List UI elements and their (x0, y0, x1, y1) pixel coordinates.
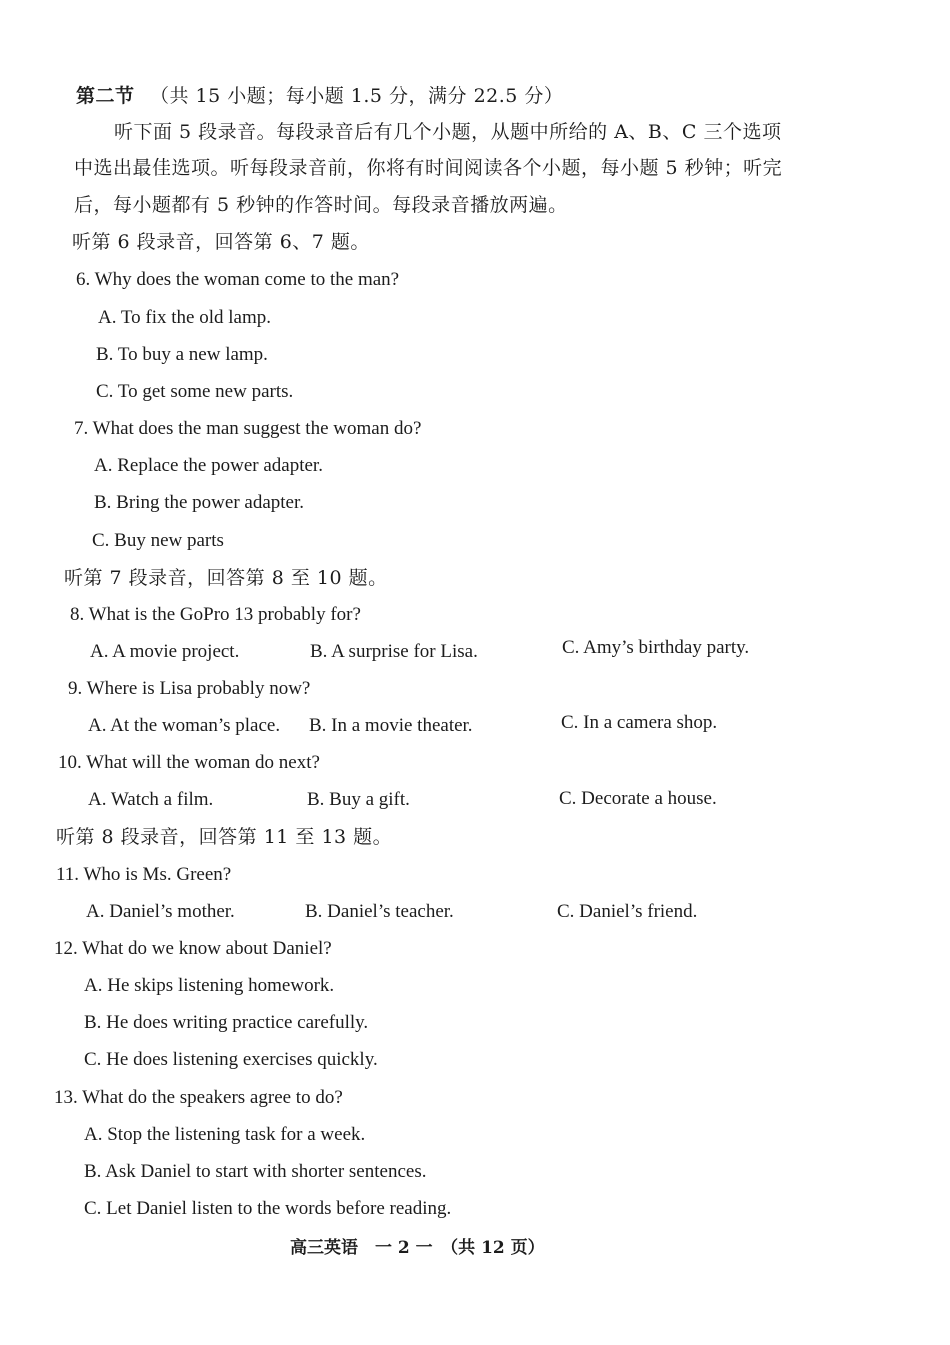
question-7-stem: 7. What does the man suggest the woman do? (74, 418, 422, 439)
question-9-stem: 9. Where is Lisa probably now? (68, 678, 311, 699)
question-7-option-c[interactable]: C. Buy new parts (92, 530, 224, 551)
question-12-option-a[interactable]: A. He skips listening homework. (84, 975, 335, 996)
question-12-option-c[interactable]: C. He does listening exercises quickly. (84, 1049, 378, 1070)
question-11-option-c[interactable]: C. Daniel’s friend. (557, 901, 698, 922)
group-heading-6: 听第 6 段录音，回答第 6、7 题。 (72, 231, 370, 253)
question-9-option-b[interactable]: B. In a movie theater. (309, 715, 473, 736)
question-12-stem: 12. What do we know about Daniel? (54, 938, 332, 959)
question-13-option-c[interactable]: C. Let Daniel listen to the words before reading. (84, 1198, 452, 1219)
question-11-option-a[interactable]: A. Daniel’s mother. (86, 901, 235, 922)
question-13-stem: 13. What do the speakers agree to do? (54, 1087, 343, 1108)
question-12-option-b[interactable]: B. He does writing practice carefully. (84, 1012, 369, 1033)
group-heading-8: 听第 8 段录音，回答第 11 至 13 题。 (56, 826, 393, 848)
question-10-stem: 10. What will the woman do next? (58, 752, 320, 773)
page-footer: 高三英语 一 2 一 （共 12 页） (290, 1238, 545, 1258)
instruction-line-2: 中选出最佳选项。听每段录音前，你将有时间阅读各个小题，每小题 5 秒钟；听完 (74, 157, 783, 179)
question-13-option-a[interactable]: A. Stop the listening task for a week. (84, 1124, 366, 1145)
section-title: 第二节 (76, 85, 135, 107)
question-10-option-b[interactable]: B. Buy a gift. (307, 789, 410, 810)
question-8-option-a[interactable]: A. A movie project. (90, 641, 240, 662)
question-9-option-c[interactable]: C. In a camera shop. (561, 712, 718, 733)
question-8-stem: 8. What is the GoPro 13 probably for? (70, 604, 361, 625)
question-8-option-c[interactable]: C. Amy’s birthday party. (562, 637, 750, 658)
question-10-option-c[interactable]: C. Decorate a house. (559, 788, 717, 809)
question-9-option-a[interactable]: A. At the woman’s place. (88, 715, 281, 736)
question-10-option-a[interactable]: A. Watch a film. (88, 789, 214, 810)
instruction-line-3: 后，每小题都有 5 秒钟的作答时间。每段录音播放两遍。 (74, 194, 568, 216)
question-6-option-b[interactable]: B. To buy a new lamp. (96, 344, 268, 365)
instruction-line-1: 听下面 5 段录音。每段录音后有几个小题，从题中所给的 A、B、C 三个选项 (114, 121, 782, 143)
section-score-note: （共 15 小题；每小题 1.5 分，满分 22.5 分） (150, 85, 564, 107)
question-7-option-b[interactable]: B. Bring the power adapter. (94, 492, 305, 513)
question-11-option-b[interactable]: B. Daniel’s teacher. (305, 901, 454, 922)
question-6-option-a[interactable]: A. To fix the old lamp. (98, 307, 271, 328)
question-8-option-b[interactable]: B. A surprise for Lisa. (310, 641, 478, 662)
question-11-stem: 11. Who is Ms. Green? (56, 864, 232, 885)
question-6-stem: 6. Why does the woman come to the man? (76, 269, 400, 290)
group-heading-7: 听第 7 段录音，回答第 8 至 10 题。 (64, 567, 388, 589)
question-13-option-b[interactable]: B. Ask Daniel to start with shorter sentences. (84, 1161, 427, 1182)
question-7-option-a[interactable]: A. Replace the power adapter. (94, 455, 323, 476)
question-6-option-c[interactable]: C. To get some new parts. (96, 381, 294, 402)
